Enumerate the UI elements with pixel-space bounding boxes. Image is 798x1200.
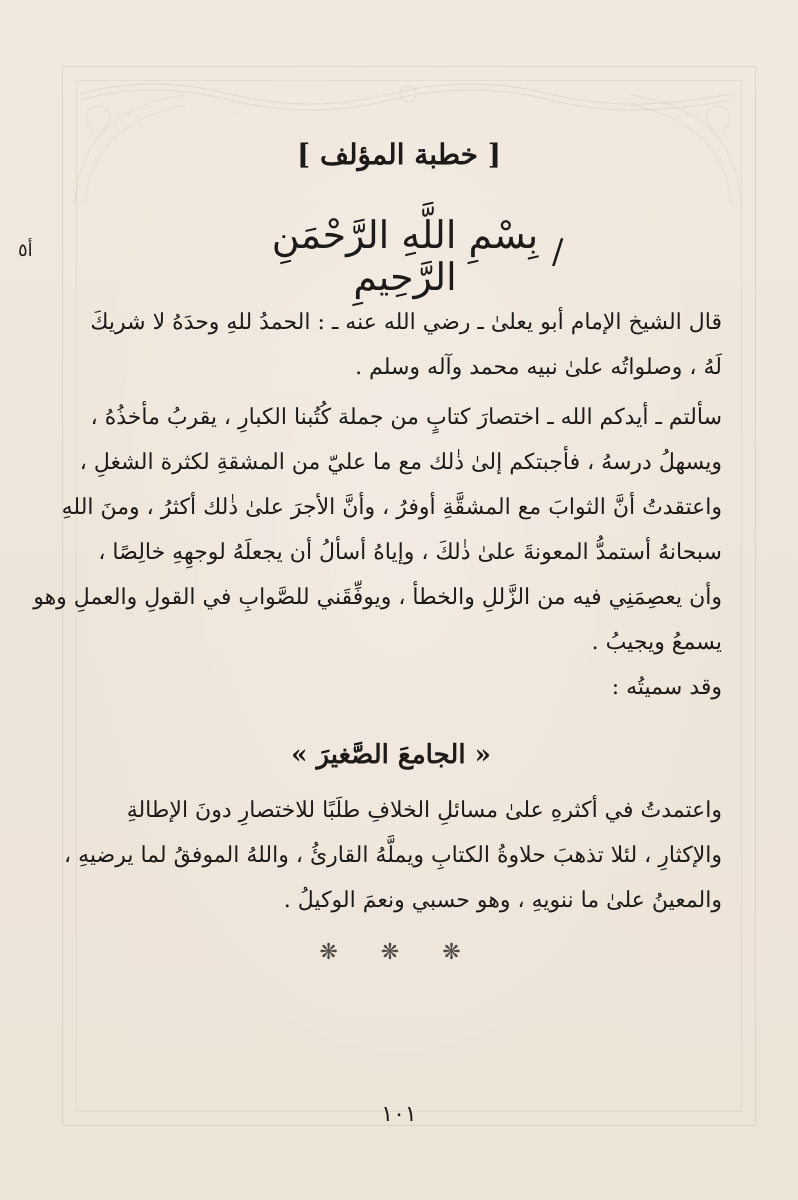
text-line: ويسهلُ درسهُ ، فأجبتكم إلىٰ ذٰلك مع ما عليّ من المشقةِ لكثرة الشغلِ ،	[79, 450, 722, 475]
text-line: قال الشيخ الإمام أبو يعلىٰ ـ رضي الله عنه ـ : الحمدُ للهِ وحدَهُ لا شريكَ	[90, 310, 722, 335]
paragraph-introduction	[60, 300, 722, 390]
book-title: « الجامعَ الصَّغيرَ »	[291, 740, 491, 770]
chapter-title: [ خطبة المؤلف ]	[297, 138, 501, 171]
paragraph-request	[33, 395, 722, 710]
paragraph-conclusion	[60, 788, 722, 923]
basmala: بِسْمِ اللَّهِ الرَّحْمَنِ الرَّحِيمِ	[271, 213, 539, 299]
text-line: والمعينُ علىٰ ما ننويهِ ، وهو حسبي ونعمَ الوكيلُ .	[283, 888, 722, 913]
text-line: واعتقدتُ أنَّ الثوابَ مع المشقَّةِ أوفرُ ، وأنَّ الأجرَ علىٰ ذٰلك أكثرُ ، ومنَ اللهِ	[61, 495, 722, 520]
page-number: ١٠١	[381, 1102, 417, 1127]
text-line: والإكثارِ ، لئلا تذهبَ حلاوةُ الكتابِ ويملَّهُ القارئُ ، واللهُ الموفقُ لما يرضيهِ ،	[64, 843, 722, 868]
text-line: سبحانهُ أستمدُّ المعونةَ علىٰ ذٰلكَ ، وإياهُ أسألُ أن يجعلَهُ لوجهِهِ خالِصًا ،	[98, 540, 722, 565]
text-line: لَهُ ، وصلواتُه علىٰ نبيه محمد وآله وسلم .	[355, 355, 722, 380]
text-line: وأن يعصِمَنِي فيه من الزَّللِ والخطأ ، ويوفِّقَني للصَّوابِ في القولِ والعملِ وهو	[33, 585, 722, 610]
text-line: سألتم ـ أيدكم الله ـ اختصارَ كتابٍ من جملة كُتُبنا الكبارِ ، يقربُ مأخذُهُ ،	[90, 405, 722, 430]
text-line: وقد سميتُه :	[611, 675, 722, 700]
text-line: يسمعُ ويجيبُ .	[591, 630, 722, 655]
text-line: واعتمدتُ في أكثرهِ علىٰ مسائلِ الخلافِ طلَبًا للاختصارِ دونَ الإطالةِ	[126, 798, 722, 823]
section-mark: /	[552, 232, 564, 272]
margin-note: أ٥	[18, 240, 33, 261]
section-divider-ornament: ❋ ❋ ❋	[319, 940, 479, 965]
